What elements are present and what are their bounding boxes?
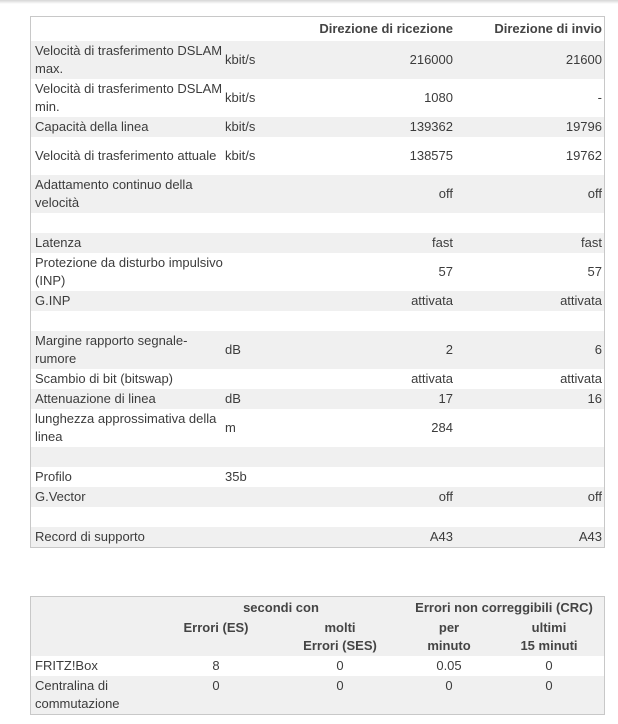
dsl-row — [31, 213, 604, 233]
row-unit — [225, 507, 285, 527]
error-row-ses: 0 — [336, 678, 344, 693]
row-label — [35, 447, 227, 467]
dsl-row — [31, 409, 604, 447]
dsl-table-header — [31, 17, 604, 41]
row-send-value: 57 — [587, 264, 602, 279]
row-unit: kbit/s — [225, 90, 256, 105]
row-label: G.INP — [35, 293, 71, 308]
row-label: Latenza — [35, 235, 82, 250]
header-es: Errori (ES) — [183, 620, 249, 635]
error-row-last15: 0 — [545, 658, 553, 673]
row-unit: kbit/s — [225, 148, 256, 163]
row-label: Velocità di trasferimento attuale — [35, 148, 217, 163]
dsl-row — [31, 507, 604, 527]
dsl-row — [31, 175, 604, 213]
row-receive-value: 57 — [438, 264, 453, 279]
dsl-row — [31, 79, 604, 117]
row-send-value: fast — [581, 235, 602, 250]
dsl-row — [31, 467, 604, 487]
error-row-fritzbox — [31, 656, 604, 676]
dsl-row — [31, 117, 604, 137]
row-receive-value: 284 — [431, 420, 453, 435]
row-label: lunghezza approssimativa della linea — [35, 411, 217, 444]
row-unit: 35b — [225, 469, 247, 484]
row-unit: kbit/s — [225, 52, 256, 67]
row-unit: m — [225, 420, 236, 435]
row-receive-value: 216000 — [409, 52, 453, 67]
row-send-value — [471, 311, 602, 331]
dsl-row — [31, 253, 604, 291]
error-row-last15: 0 — [545, 678, 553, 693]
error-row-label: Centralina di commutazione — [35, 678, 120, 711]
row-receive-value: 1080 — [424, 90, 453, 105]
dsl-row — [31, 233, 604, 253]
header-per-minute-line2: minuto — [427, 638, 471, 653]
row-send-value — [471, 447, 602, 467]
header-receive-direction: Direzione di ricezione — [319, 21, 453, 36]
row-unit — [225, 447, 285, 467]
row-send-value: 16 — [587, 391, 602, 406]
top-shadow-divider — [0, 0, 618, 4]
row-receive-value: off — [438, 186, 453, 201]
error-row-es: 0 — [212, 678, 220, 693]
header-ses-line1: molti — [324, 620, 356, 635]
row-receive-value: 138575 — [409, 148, 453, 163]
row-unit — [225, 213, 285, 233]
row-label: Record di supporto — [35, 529, 145, 544]
row-unit: dB — [225, 342, 241, 357]
dsl-info-table — [30, 16, 605, 548]
header-last15-line2: 15 minuti — [520, 638, 578, 653]
row-label: Adattamento continuo della velocità — [35, 177, 193, 210]
row-unit — [225, 311, 285, 331]
row-label: Protezione da disturbo impulsivo (INP) — [35, 255, 223, 288]
header-send-direction: Direzione di invio — [494, 21, 602, 36]
error-stats-table — [30, 596, 605, 715]
row-label: Velocità di trasferimento DSLAM min. — [35, 81, 223, 114]
row-label: Attenuazione di linea — [35, 391, 156, 406]
dsl-row — [31, 389, 604, 409]
row-send-value — [471, 467, 602, 487]
header-last15-line1: ultimi — [531, 620, 567, 635]
row-send-value — [471, 409, 602, 447]
header-seconds-with: secondi con — [243, 600, 319, 615]
row-send-value: - — [597, 90, 602, 105]
row-send-value — [471, 507, 602, 527]
row-send-value: 6 — [594, 342, 602, 357]
row-unit: kbit/s — [225, 119, 256, 134]
dsl-row — [31, 331, 604, 369]
row-unit — [225, 253, 285, 291]
row-label: Capacità della linea — [35, 119, 149, 134]
dsl-row — [31, 41, 604, 79]
row-label: Scambio di bit (bitswap) — [35, 371, 173, 386]
row-receive-value — [286, 467, 453, 487]
row-label — [35, 213, 227, 233]
error-row-label: FRITZ!Box — [35, 658, 98, 673]
row-label: Profilo — [35, 469, 72, 484]
row-send-value: 19762 — [565, 148, 602, 163]
row-unit — [225, 527, 285, 547]
row-unit — [225, 233, 285, 253]
row-receive-value: 139362 — [409, 119, 453, 134]
row-send-value — [471, 213, 602, 233]
dsl-row — [31, 527, 604, 547]
dsl-row — [31, 447, 604, 467]
row-receive-value: fast — [432, 235, 453, 250]
row-receive-value: A43 — [429, 529, 453, 544]
row-receive-value — [286, 213, 453, 233]
error-row-per-minute: 0.05 — [436, 658, 462, 673]
row-label: G.Vector — [35, 489, 86, 504]
header-ses-line2: Errori (SES) — [303, 638, 377, 653]
header-per-minute-line1: per — [438, 620, 460, 635]
row-receive-value — [286, 507, 453, 527]
row-receive-value: attivata — [411, 293, 453, 308]
row-label — [35, 507, 227, 527]
row-receive-value — [286, 311, 453, 331]
row-receive-value — [286, 447, 453, 467]
row-receive-value: attivata — [411, 371, 453, 386]
row-send-value: A43 — [578, 529, 602, 544]
row-label — [35, 311, 227, 331]
row-unit — [225, 487, 285, 507]
dsl-row — [31, 369, 604, 389]
row-send-value: attivata — [560, 293, 602, 308]
dsl-row — [31, 137, 604, 175]
row-send-value: attivata — [560, 371, 602, 386]
dsl-row — [31, 487, 604, 507]
row-send-value: 19796 — [565, 119, 602, 134]
row-unit — [225, 369, 285, 389]
row-send-value: off — [587, 186, 602, 201]
error-row-es: 8 — [212, 658, 220, 673]
error-row-per-minute: 0 — [445, 678, 453, 693]
row-unit: dB — [225, 391, 241, 406]
row-send-value: off — [587, 489, 602, 504]
row-label: Velocità di trasferimento DSLAM max. — [35, 43, 223, 76]
row-label: Margine rapporto segnale-rumore — [35, 333, 188, 366]
row-receive-value: off — [438, 489, 453, 504]
row-receive-value: 2 — [445, 342, 453, 357]
dsl-row — [31, 291, 604, 311]
header-crc-errors: Errori non correggibili (CRC) — [415, 600, 593, 615]
dsl-row — [31, 311, 604, 331]
error-row-ses: 0 — [336, 658, 344, 673]
row-receive-value: 17 — [438, 391, 453, 406]
row-unit — [225, 175, 285, 213]
error-row-exchange — [31, 676, 604, 714]
row-send-value: 21600 — [565, 52, 602, 67]
row-unit — [225, 291, 285, 311]
